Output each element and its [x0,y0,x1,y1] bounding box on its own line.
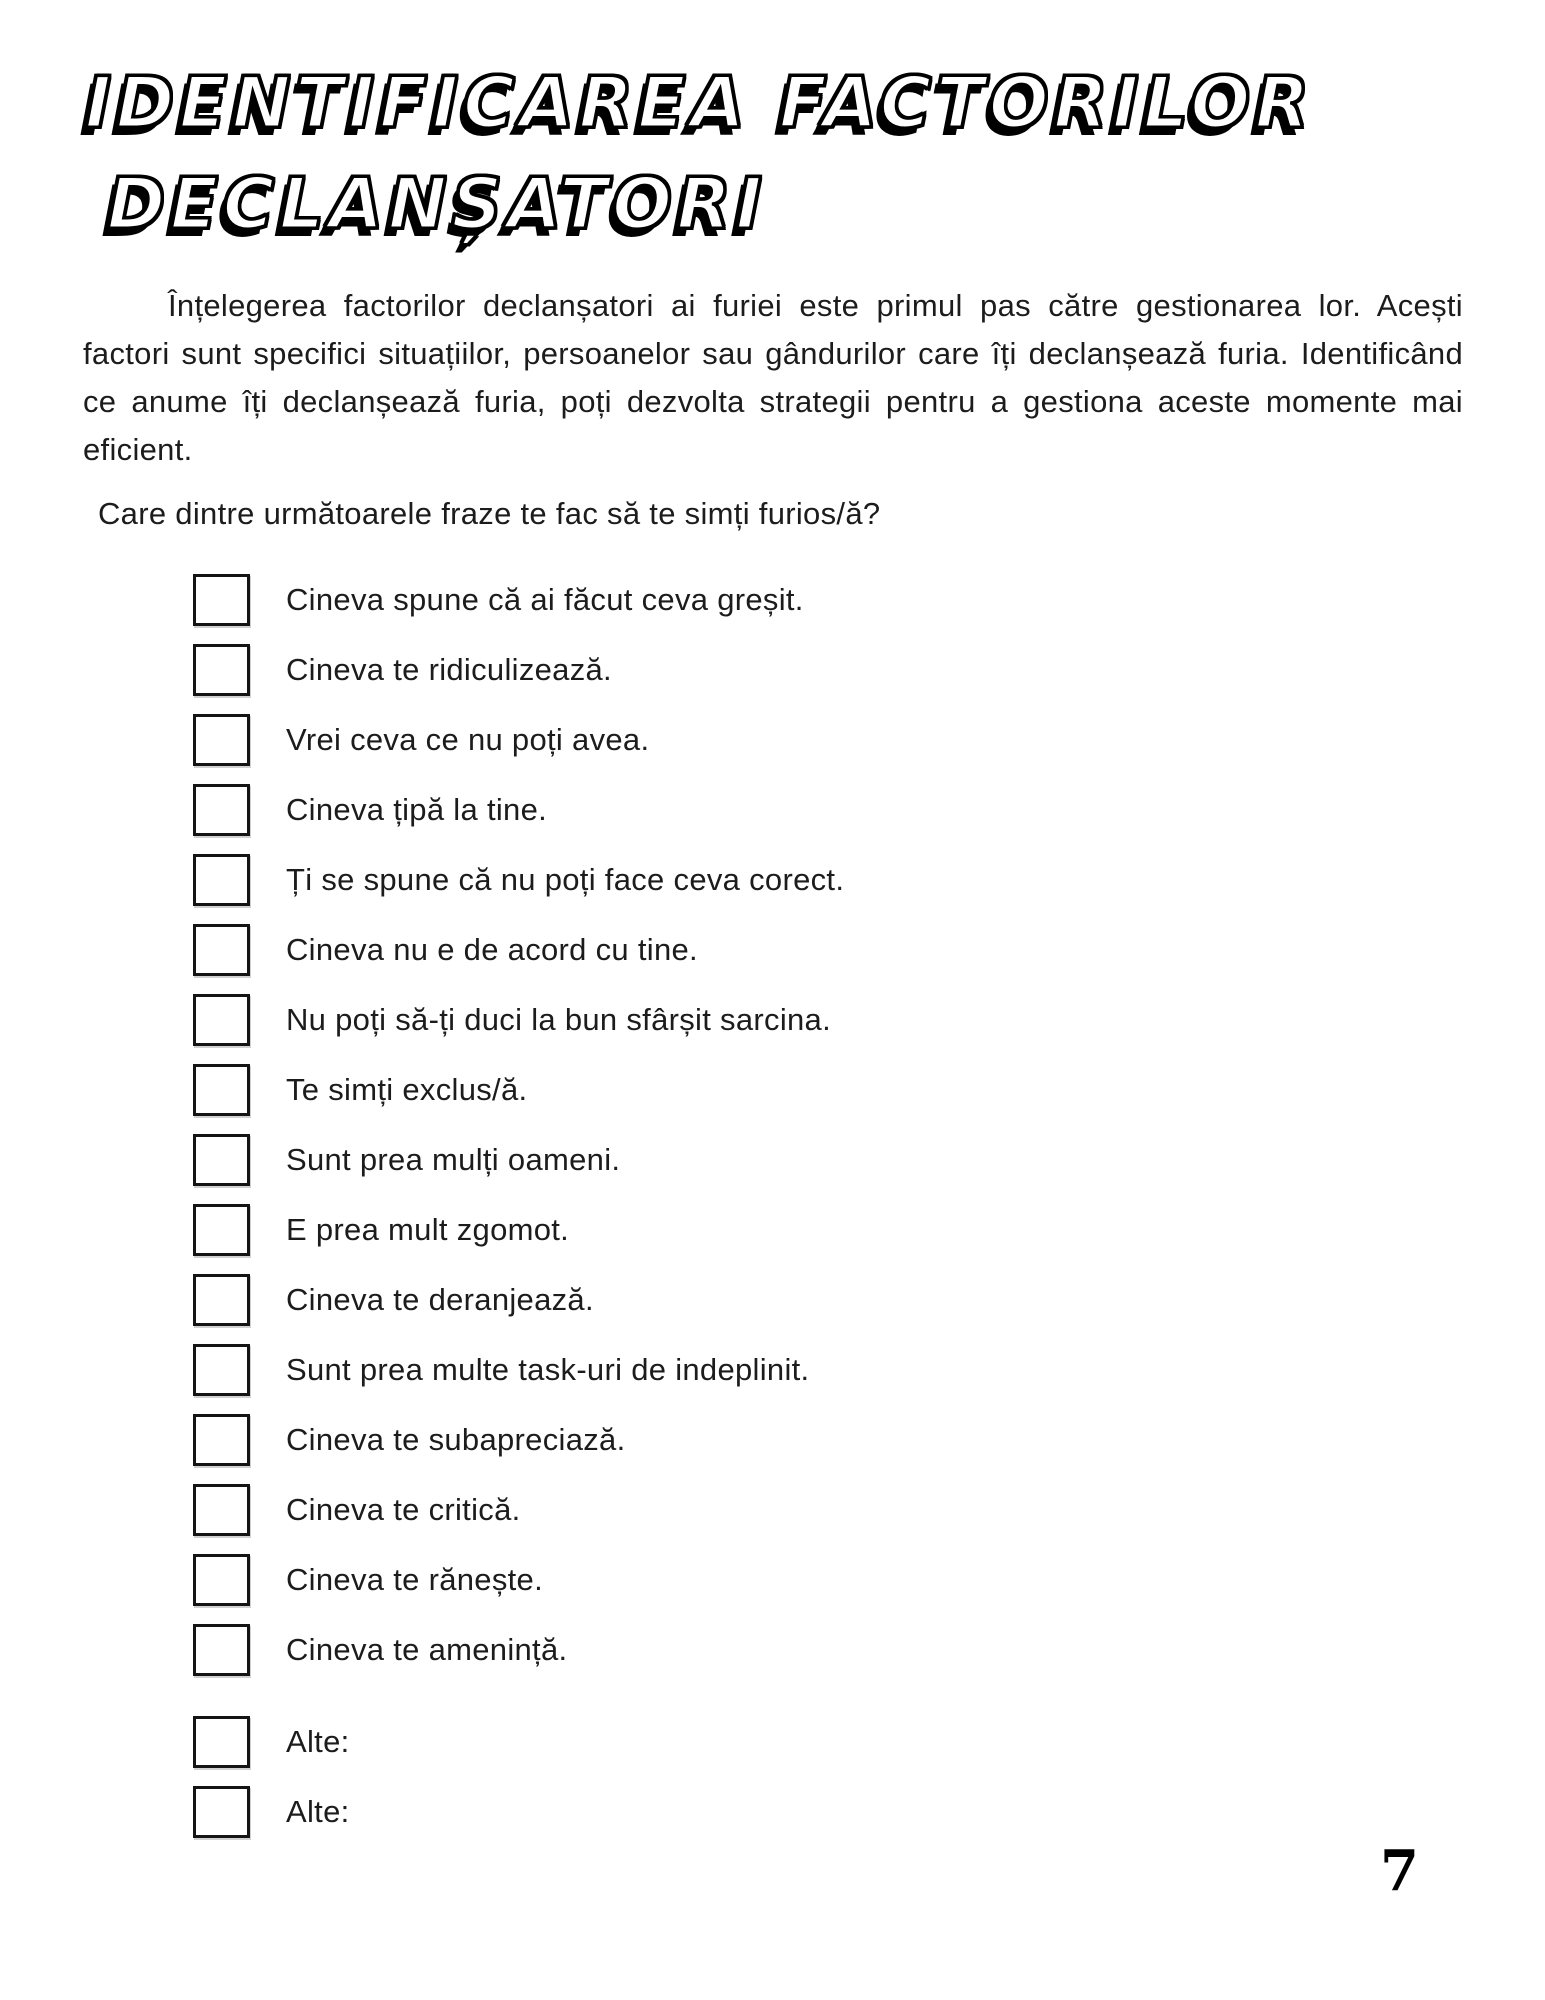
checklist-row [193,924,1545,976]
checkbox[interactable] [193,854,250,906]
checklist-item-label: Cineva te rănește. [286,1562,543,1597]
checklist-row [193,784,1545,836]
question-text: Care dintre următoarele fraze te fac să te simți furios/ă? [98,496,881,531]
checklist-item-label: Cineva te deranjează. [286,1282,594,1317]
checkbox[interactable] [193,994,250,1046]
checklist-row [193,1554,1545,1606]
checklist-item-label: Cineva țipă la tine. [286,792,548,827]
trigger-checklist [193,574,1545,1838]
checklist-row [193,1624,1545,1676]
checklist-row [193,854,1545,906]
checkbox[interactable] [193,1344,250,1396]
page-title [0,0,1545,250]
checklist-item-label: Cineva te ridiculizează. [286,652,612,687]
checklist-item-label: Nu poți să-ți duci la bun sfârșit sarcina. [286,1002,832,1037]
checklist-item-label: E prea mult zgomot. [286,1212,570,1247]
checklist-row [193,1716,1545,1768]
checkbox[interactable] [193,574,250,626]
checklist-item-label: Cineva te subapreciază. [286,1422,626,1457]
checklist-row [193,1064,1545,1116]
checkbox[interactable] [193,1716,250,1768]
checkbox[interactable] [193,1204,250,1256]
checklist-row [193,994,1545,1046]
checkbox[interactable] [193,784,250,836]
checklist-item-label: Cineva nu e de acord cu tine. [286,932,698,967]
checklist-row [193,1134,1545,1186]
checkbox[interactable] [193,1484,250,1536]
checklist-item-label: Vrei ceva ce nu poți avea. [286,722,650,757]
checklist-item-label: Alte: [286,1724,350,1759]
checklist-item-label: Te simți exclus/ă. [286,1072,528,1107]
checkbox[interactable] [193,714,250,766]
checklist-row [193,714,1545,766]
checkbox[interactable] [193,1624,250,1676]
checkbox[interactable] [193,1274,250,1326]
title-line-1: IDENTIFICAREA FACTORILOR [85,62,1314,144]
checklist-item-label: Ți se spune că nu poți face ceva corect. [286,862,845,897]
checklist-row [193,1344,1545,1396]
intro-paragraph: Înțelegerea factorilor declanșatori ai furiei este primul pas către gestionarea lor. Acești factori sunt specifici situațiilor, persoanelor sau gândurilor care îți declanșează furia. Identificând ce anume îți declanșează furia, poți dezvolta strategii pentru a gestiona aceste momente mai eficient. [83,288,1463,467]
checkbox[interactable] [193,1554,250,1606]
checkbox[interactable] [193,1786,250,1838]
checklist-item-label: Cineva te amenință. [286,1632,568,1667]
checklist-row [193,1484,1545,1536]
checklist-row [193,1274,1545,1326]
checkbox[interactable] [193,644,250,696]
checklist-row [193,574,1545,626]
checklist-row [193,1414,1545,1466]
checklist-item-label: Sunt prea mulți oameni. [286,1142,621,1177]
checkbox[interactable] [193,1134,250,1186]
page-number: 7 [1380,1838,1419,1904]
title-line-2: DECLANȘATORI [107,163,767,245]
checklist-item-label: Alte: [286,1794,350,1829]
checklist-row [193,1786,1545,1838]
checkbox[interactable] [193,1414,250,1466]
checkbox[interactable] [193,1064,250,1116]
checkbox[interactable] [193,924,250,976]
checklist-item-label: Cineva spune că ai făcut ceva greșit. [286,582,804,617]
checklist-item-label: Cineva te critică. [286,1492,521,1527]
checklist-item-label: Sunt prea multe task-uri de indeplinit. [286,1352,810,1387]
checklist-row [193,1204,1545,1256]
checklist-row [193,644,1545,696]
